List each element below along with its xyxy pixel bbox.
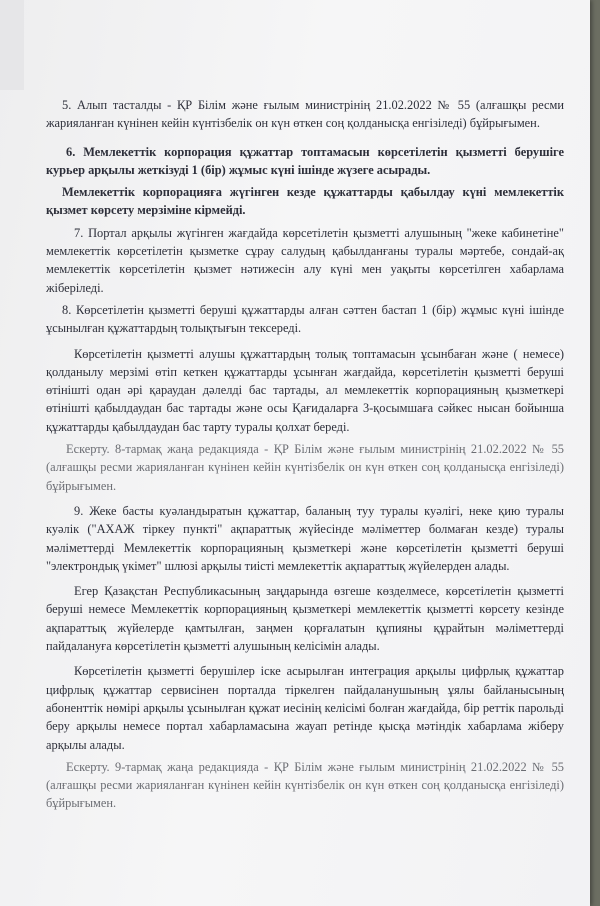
paragraph-delivery-note: Мемлекеттік корпорацияға жүгінген кезде құжаттарды қабылдау күні мемлекеттік қызмет көрсету мерзіміне кірмейді. [46,185,564,218]
document-body [46,96,564,813]
paragraph-consent: Егер Қазақстан Республикасының заңдарында өзгеше көзделмесе, көрсетілетін қызметті беруші немесе Мемлекеттік корпорацияның қызметкері мемлекеттік қызметті көрсету кезінде ақпараттық жүйелерде қамтылған, заңмен қорғалатын құпияны құрайтын мәліметтерді пайдалануға көрсетілетін қызметті алушының келісімін алады. [46,584,564,654]
amendment-note-item-8: Ескерту. 8-тармақ жаңа редакцияда - ҚР Білім және ғылым министрінің 21.02.2022 № 55 (алғашқы ресми жарияланған күнінен кейін күнтізбелік он күн өткен соң қолданысқа енгізіледі) бұйрығымен. [46,442,564,493]
paragraph-item-6: 6. Мемлекеттік корпорация құжаттар топтамасын көрсетілетін қызметті берушіге курьер арқылы жеткізуді 1 (бір) жұмыс күні ішінде жүзеге асырады. [46,144,564,177]
page-edge-shadow [0,0,24,90]
paragraph-item-8: 8. Көрсетілетін қызметті беруші құжаттарды алған сәттен бастап 1 (бір) жұмыс күні ішінде ұсынылған құжаттардың толықтығын тексереді. [46,302,564,336]
paragraph-item-7: 7. Портал арқылы жүгінген жағдайда көрсетілетін қызметті алушының "жеке кабинетіне" мемлекеттік көрсетілетін қызметке сұрау салудың қабылданғаны туралы мәртебе, сондай-ақ мемлекеттік көрсетілетін қызмет нәтижесін алу күні мен уақыты көрсетілген хабарлама жіберіледі. [46,225,564,295]
paragraph-item-5: 5. Алып тасталды - ҚР Білім және ғылым министрінің 21.02.2022 № 55 (алғашқы ресми жарияланған күнінен кейін күнтізбелік он күн өткен соң қолданысқа енгізіледі) бұйрығымен. [46,98,564,131]
amendment-note-item-9: Ескерту. 9-тармақ жаңа редакцияда - ҚР Білім және ғылым министрінің 21.02.2022 № 55 (алғашқы ресми жарияланған күнінен кейін күнтізбелік он күн өткен соң қолданысқа енгізіледі) бұйрығымен. [46,759,564,811]
paragraph-digital-documents: Көрсетілетін қызметті берушілер іске асырылған интеграция арқылы цифрлық құжаттар цифрлық құжаттар сервисінен порталда тіркелген пайдаланушының ұялы байланысының абоненттік нөмірі арқылы ұсынылған құжат иесінің келісімі болған жағдайда, бір реттік парольді беру арқылы немесе портал хабарламасына жауап ретінде қысқа мәтіндік хабарлама жіберу арқылы алады. [46,664,564,752]
paragraph-item-9: 9. Жеке басты куәландыратын құжаттар, баланың туу туралы куәлігі, неке қию туралы куәлік ("АХАЖ тіркеу пункті" ақпараттық жүйесінде мәліметтер болмаған кезде) туралы мәліметтерді Мемлекеттік корпорацияның қызметкері және көрсетілетін қызметті беруші "электрондық үкімет" шлюзі арқылы тиісті мемлекеттік ақпараттық жүйелерден алады. [46,503,564,573]
paragraph-refusal: Көрсетілетін қызметті алушы құжаттардың толық топтамасын ұсынбаған және ( немесе) қолданылу мерзімі өтіп кеткен құжаттарды ұсынған жағдайда, көрсетілетін қызметті беруші өтінішті одан әрі қараудан дәлелді бас тартады, ал мемлекеттік корпорацияның қызметкері өтінішті қабылдаудан бас тартады және осы Қағидаларға 3-қосымшаға сәйкес нысан бойынша құжаттарды қабылдаудан бас тарту туралы қолхат береді. [46,346,564,434]
